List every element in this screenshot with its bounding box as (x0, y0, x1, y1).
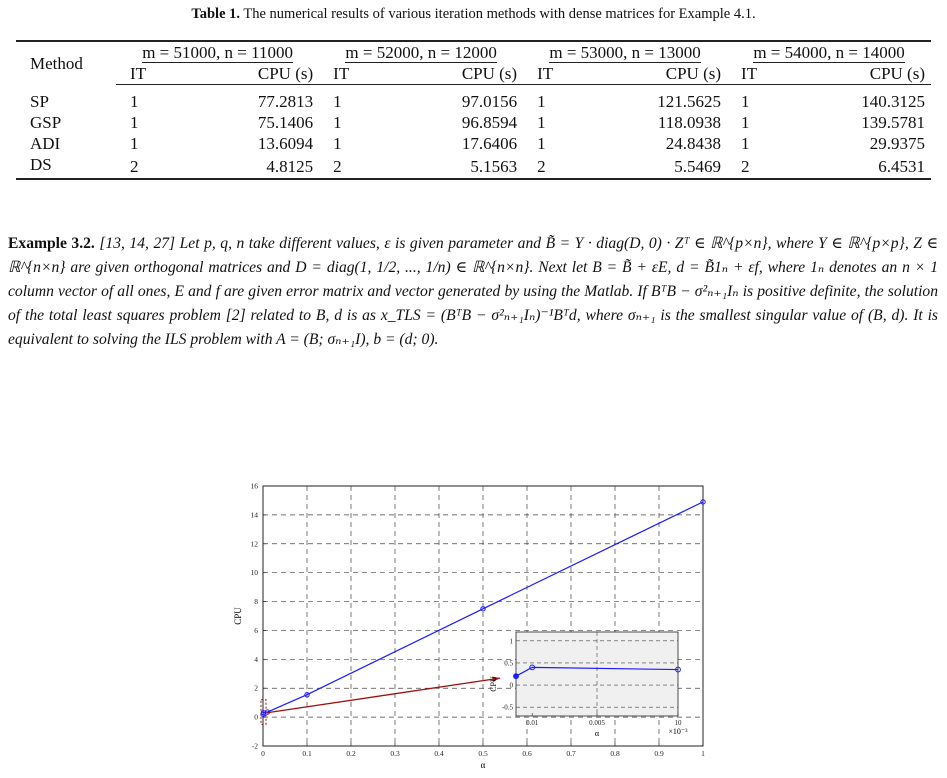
group-header-2-text: m = 52000, n = 12000 (345, 43, 497, 62)
group-header-3 (523, 41, 727, 63)
y-tick-label: 4 (254, 654, 258, 664)
cpu-cell: 6.4531 (793, 154, 931, 179)
inset-y-tick-label: -0.5 (501, 703, 513, 712)
arrow-shaft (267, 678, 500, 713)
sub-header-it: IT (319, 63, 390, 85)
it-cell: 1 (333, 113, 342, 132)
group-header-4 (727, 41, 931, 63)
main-ticks (251, 482, 706, 759)
cpu-cell: 5.5469 (589, 154, 727, 179)
cpu-cell: 140.3125 (861, 92, 925, 111)
inset-y-axis-label: CPU (489, 676, 498, 692)
inset-x-tick-label: 0.01 (526, 719, 539, 727)
it-cell: 1 (333, 92, 342, 111)
table-caption (0, 6, 947, 23)
y-tick-label: 0 (254, 712, 258, 722)
x-tick-label: 0.7 (566, 749, 576, 758)
example-text: [13, 14, 27] Let p, q, n take different values, ε is given parameter and B̃ = Y · diag(D, 0) · Zᵀ ∈ ℝ^{p×n}, where Y ∈ ℝ^{p×p}, Z ∈ ℝ^{n×n} are given orthogonal matrices and D = diag(1, 1/2, ..., 1/n) ∈ ℝ^{n×n}. Next let B = B̃ + εE, d = B̃1ₙ + εf, where 1ₙ denotes an n × 1 column vector of all ones, E and f are given error matrix and vector generated by using the Matlab. If BᵀB − σ²ₙ₊₁Iₙ is positive definite, the solution of the total least squares problem [2] related to B, d is as x_TLS = (BᵀB − σ²ₙ₊₁Iₙ)⁻¹Bᵀd, where σₙ₊₁ is the smallest singular value of (B, d). It is equivalent to solving the ILS problem with A = (B; σₙ₊₁I), b = (d; 0). (8, 235, 938, 348)
it-cell: 2 (319, 154, 390, 179)
sub-header-cpu: CPU (s) (187, 63, 319, 85)
caption-text: The numerical results of various iteration methods with dense matrices for Example 4.1. (240, 6, 756, 22)
y-tick-label: 12 (250, 539, 258, 549)
sub-header-cpu: CPU (s) (390, 63, 523, 85)
x-axis-label: α (480, 760, 486, 770)
it-cell: 1 (741, 134, 750, 153)
it-cell: 1 (130, 92, 139, 111)
cpu-cell: 77.2813 (257, 92, 314, 111)
it-cell: 1 (741, 113, 750, 132)
x-tick-label: 0.3 (390, 749, 400, 758)
x-tick-label: 0 (261, 749, 265, 758)
example-label: Example 3.2. (8, 235, 95, 252)
cpu-cell: 4.8125 (187, 154, 319, 179)
cpu-cell: 29.9375 (869, 134, 925, 153)
cpu-cell: 24.8438 (665, 134, 722, 153)
inset-chart (489, 632, 688, 738)
it-cell: 1 (537, 134, 546, 153)
x-tick-label: 1 (701, 749, 705, 758)
it-cell: 2 (727, 154, 793, 179)
table-row (16, 133, 931, 154)
y-tick-label: 8 (254, 597, 258, 607)
cpu-cell: 121.5625 (657, 92, 722, 111)
it-cell: 1 (130, 134, 139, 153)
group-header-1 (116, 41, 319, 63)
inset-data-point (514, 674, 519, 679)
caption-label: Table 1. (191, 6, 241, 22)
group-header-3-text: m = 53000, n = 13000 (549, 43, 701, 62)
method-cell: ADI (30, 134, 61, 153)
group-header-4-text: m = 54000, n = 14000 (753, 43, 905, 62)
y-tick-label: -2 (251, 741, 258, 751)
x-tick-label: 0.4 (434, 749, 444, 758)
y-axis-label: CPU (233, 607, 243, 625)
y-tick-label: 10 (250, 568, 258, 578)
cpu-cell: 97.0156 (461, 92, 518, 111)
it-cell: 2 (523, 154, 589, 179)
zoom-arrow (267, 677, 500, 713)
sub-header-row (16, 63, 931, 85)
inset-y-tick-label: 0 (509, 681, 513, 690)
x-tick-label: 0.1 (302, 749, 312, 758)
cpu-cell: 13.6094 (257, 134, 314, 153)
cpu-cell: 139.5781 (861, 113, 925, 132)
sub-header-cpu: CPU (s) (793, 63, 931, 85)
inset-x-axis-label: α (594, 729, 600, 738)
inset-x-tick-label: 0.005 (589, 719, 605, 727)
table-header-row (16, 41, 931, 63)
method-cell: DS (16, 154, 116, 179)
x-tick-label: 0.6 (522, 749, 532, 758)
it-cell: 1 (333, 134, 342, 153)
inset-x-exponent: ×10⁻³ (668, 727, 688, 736)
y-tick-label: 16 (250, 481, 258, 491)
cpu-cell: 17.6406 (461, 134, 518, 153)
table-row (16, 85, 931, 113)
example-paragraph (8, 232, 938, 352)
sub-header-it: IT (523, 63, 589, 85)
sub-header-it: IT (727, 63, 793, 85)
it-cell: 1 (741, 92, 750, 111)
sub-header-it: IT (116, 63, 187, 85)
y-tick-label: 6 (254, 625, 258, 635)
table-row (16, 154, 931, 179)
x-tick-label: 0.2 (346, 749, 356, 758)
x-tick-label: 0.5 (478, 749, 488, 758)
it-cell: 1 (537, 113, 546, 132)
cpu-cell: 75.1406 (257, 113, 314, 132)
method-cell: GSP (30, 113, 62, 132)
method-cell: SP (30, 91, 49, 111)
results-table (16, 40, 931, 180)
cpu-cell: 5.1563 (390, 154, 523, 179)
group-header-2 (319, 41, 523, 63)
it-cell: 1 (130, 113, 139, 132)
it-cell: 1 (537, 92, 546, 111)
x-tick-label: 0.9 (654, 749, 664, 758)
inset-y-tick-label: 1 (509, 637, 513, 646)
cpu-cell: 96.8594 (461, 113, 518, 132)
cpu-line-chart (0, 470, 947, 770)
y-tick-label: 14 (250, 510, 258, 520)
cpu-cell: 118.0938 (657, 113, 722, 132)
x-tick-label: 0.8 (610, 749, 620, 758)
inset-x-tick-label: 10 (674, 719, 682, 727)
y-tick-label: 2 (254, 683, 258, 693)
method-header: Method (16, 41, 116, 85)
group-header-1-text: m = 51000, n = 11000 (142, 43, 293, 62)
inset-y-tick-label: 0.5 (504, 659, 513, 668)
sub-header-cpu: CPU (s) (589, 63, 727, 85)
table-row (16, 112, 931, 133)
it-cell: 2 (116, 154, 187, 179)
